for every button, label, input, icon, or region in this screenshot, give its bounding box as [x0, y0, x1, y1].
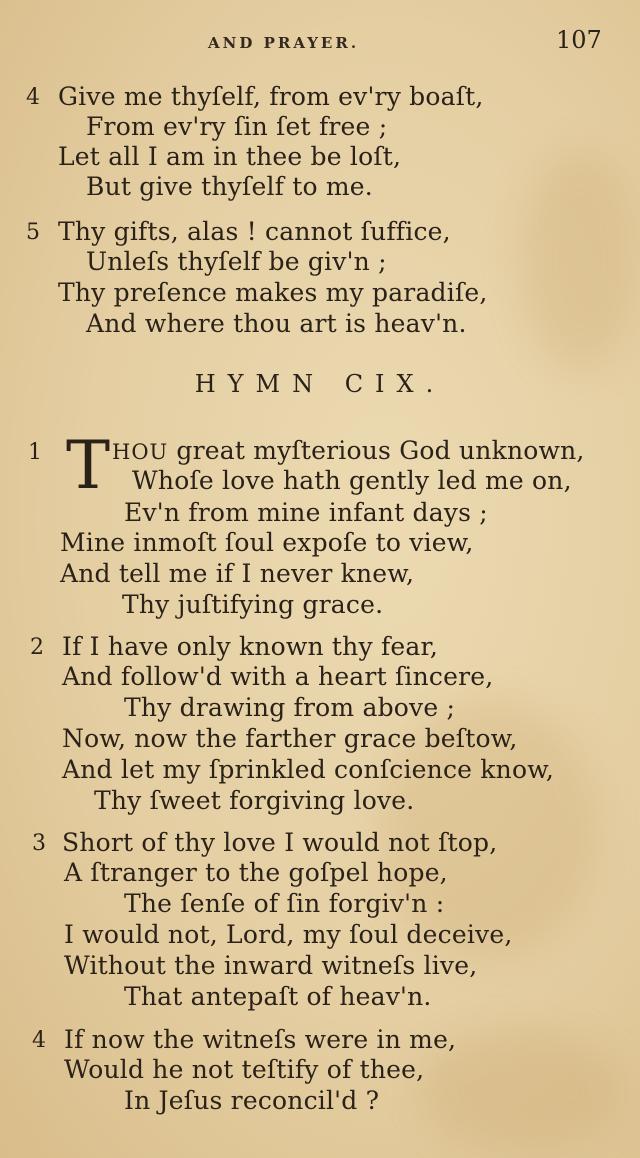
verse-line: The ſenſe of ſin forgiv'n :: [124, 889, 445, 918]
verse-line: And tell me if I never knew,: [60, 559, 415, 588]
paper-stain: [520, 150, 640, 370]
verse-line-text: great myſterious God unknown,: [168, 436, 585, 465]
verse-line: Unleſs thyſelf be giv'n ;: [86, 247, 387, 276]
drop-cap: T: [66, 427, 111, 504]
stanza-number: 5: [26, 220, 40, 245]
verse-line: Would he not teſtify of thee,: [64, 1055, 425, 1084]
verse-line: [112, 436, 585, 467]
verse-line: Give me thyſelf, from ev'ry boaſt,: [58, 82, 484, 111]
stanza-number: 4: [26, 85, 40, 110]
verse-line: Mine inmoſt ſoul expoſe to view,: [60, 528, 474, 557]
verse-line: And let my ſprinkled conſcience know,: [62, 755, 554, 784]
verse-line: Short of thy love I would not ſtop,: [62, 828, 498, 857]
page-number: 107: [556, 26, 602, 54]
verse-line: And where thou art is heav'n.: [86, 309, 467, 338]
page-header: [0, 26, 640, 56]
verse-line: If now the witneſs were in me,: [64, 1025, 457, 1054]
stanza-number: 1: [28, 440, 42, 465]
verse-line: If I have only known thy fear,: [62, 632, 439, 661]
verse-line: Whoſe love hath gently led me on,: [132, 466, 572, 495]
verse-line: Thy gifts, alas ! cannot ſuffice,: [58, 217, 451, 246]
verse-line: I would not, Lord, my ſoul deceive,: [64, 920, 513, 949]
verse-line: A ſtranger to the goſpel hope,: [64, 858, 448, 887]
verse-line: Thy ſweet forgiving love.: [94, 786, 415, 815]
first-word-small-caps: HOU: [112, 440, 169, 464]
verse-line: But give thyſelf to me.: [86, 172, 373, 201]
hymn-title: HYMN CIX.: [194, 370, 446, 398]
verse-line: Thy drawing from above ;: [124, 693, 456, 722]
stanza-number: 3: [32, 831, 46, 856]
verse-line: And follow'd with a heart ſincere,: [62, 662, 494, 691]
running-head: AND PRAYER.: [208, 34, 360, 52]
verse-line: Without the inward witneſs live,: [64, 951, 478, 980]
verse-line: Thy juſtifying grace.: [122, 590, 384, 619]
verse-line: From ev'ry ſin ſet free ;: [86, 112, 388, 141]
verse-line: Now, now the farther grace beſtow,: [62, 724, 518, 753]
stanza-number: 4: [32, 1028, 46, 1053]
verse-line: In Jeſus reconcil'd ?: [124, 1086, 380, 1115]
stanza-number: 2: [30, 635, 44, 660]
verse-line: That antepaſt of heav'n.: [124, 982, 432, 1011]
verse-line: Thy preſence makes my paradiſe,: [58, 278, 488, 307]
verse-line: Let all I am in thee be loſt,: [58, 142, 402, 171]
verse-line: Ev'n from mine infant days ;: [124, 498, 488, 527]
